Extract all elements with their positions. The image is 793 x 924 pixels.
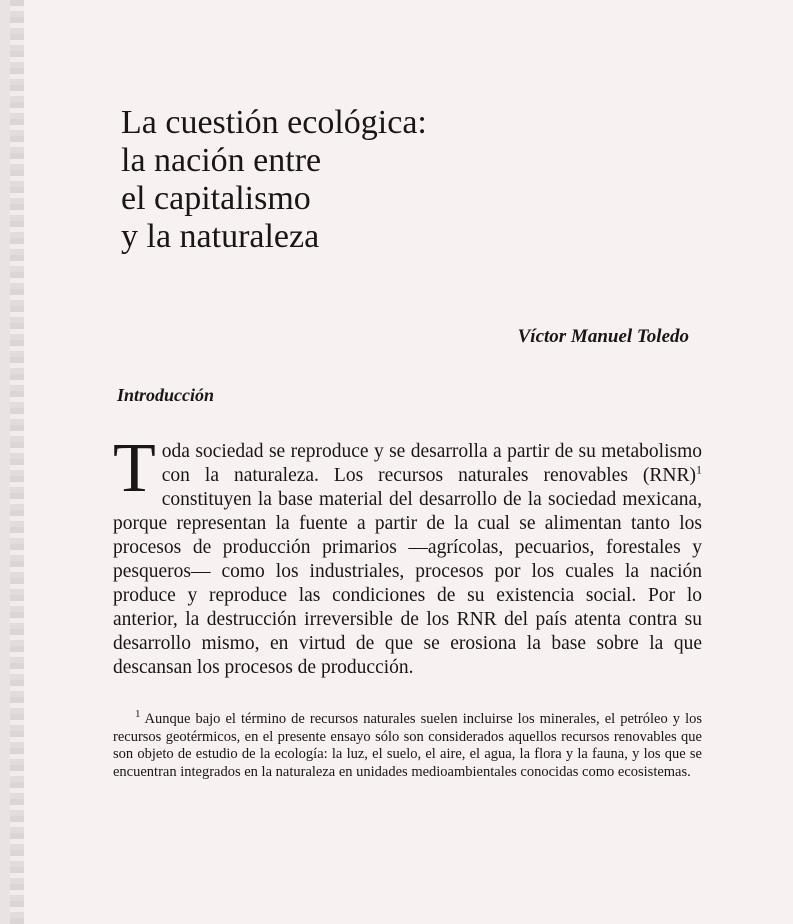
- body-paragraph: [113, 430, 702, 680]
- title-line-3: el capitalismo: [121, 180, 311, 217]
- document-page: [10, 0, 793, 924]
- title-line-1: La cuestión ecológica:: [121, 104, 427, 141]
- footnote: [113, 708, 702, 781]
- title-line-2: la nación entre: [121, 142, 322, 179]
- drop-cap: T: [113, 430, 156, 507]
- footnote-text: Aunque bajo el término de recursos naturales suelen incluirse los minerales, el petróleo y los recursos geotérmicos, en el presente ensayo sólo son considerados aquellos recursos renovables que son objeto de estudio de la ecología: la luz, el suelo, el aire, el agua, la flora y la fauna, y los que se encuentran integrados en la naturaleza en unidades medioambientales conocidas como ecosistemas.: [113, 711, 702, 780]
- footnote-reference: 1: [696, 462, 702, 477]
- author-name: Víctor Manuel Toledo: [517, 326, 689, 347]
- footnote-number: 1: [135, 708, 141, 721]
- section-heading: Introducción: [117, 385, 215, 405]
- article-title: [121, 104, 427, 256]
- torn-page-edge: [10, 0, 24, 924]
- title-line-4: y la naturaleza: [121, 218, 320, 255]
- paragraph-text-start: oda sociedad se reproduce y se desarrolla a partir de su metabolismo con la naturaleza. Los recursos naturales renovables (RNR): [161, 441, 702, 486]
- paragraph-text-end: constituyen la base material del desarrollo de la sociedad mexicana, porque representan la fuente a partir de la cual se alimentan tanto los procesos de producción primarios —agrícolas, pecuarios, forestales y pesqueros— como los industriales, procesos por los cuales la nación produce y reproduce las condiciones de su existencia social. Por lo anterior, la destrucción irreversible de los RNR del país atenta contra su desarrollo mismo, en virtud de que se erosiona la base sobre la que descansan los procesos de producción.: [113, 489, 702, 678]
